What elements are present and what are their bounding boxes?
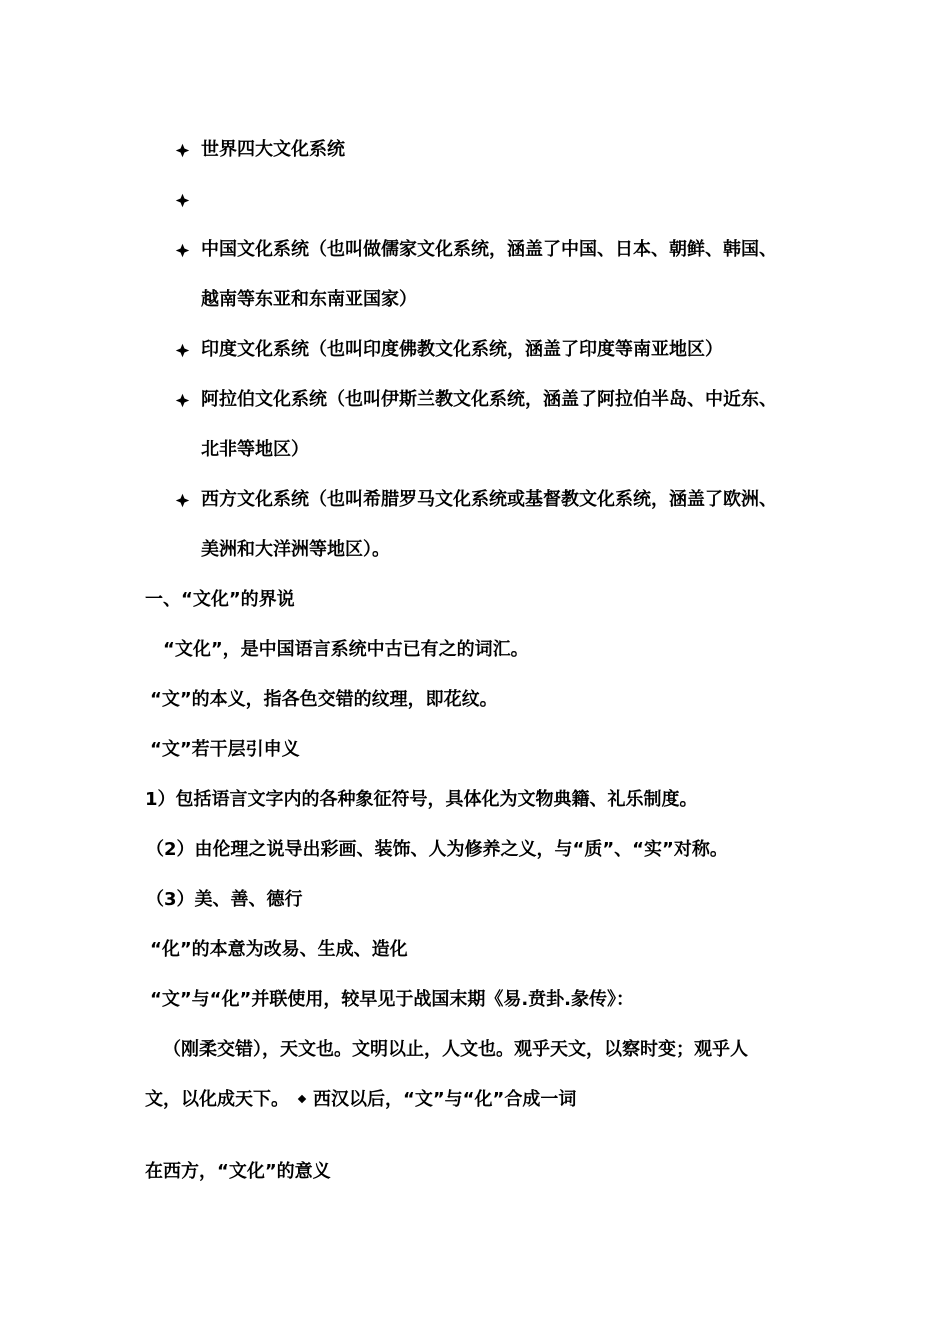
paragraph: “文”与“化”并联使用，较早见于战国末期《易.贲卦.彖传》： [150, 989, 634, 1010]
bullet-item-text: 西方文化系统（也叫希腊罗马文化系统或基督教文化系统，涵盖了欧洲、 [201, 489, 777, 510]
four-petal-diamond-icon [175, 143, 190, 158]
small-diamond-icon [298, 1094, 306, 1102]
paragraph: （3）美、善、德行 [146, 889, 303, 910]
paragraph: “化”的本意为改易、生成、造化 [150, 939, 408, 960]
four-petal-diamond-icon [175, 193, 190, 208]
section-heading: 一、“文化”的界说 [145, 589, 295, 610]
four-petal-diamond-icon [175, 393, 190, 408]
paragraph: 1）包括语言文字内的各种象征符号，具体化为文物典籍、礼乐制度。 [145, 789, 698, 810]
bullet-item-text: 阿拉伯文化系统（也叫伊斯兰教文化系统，涵盖了阿拉伯半岛、中近东、 [201, 389, 777, 410]
bullet-item-text-continued: 越南等东亚和东南亚国家） [201, 289, 417, 310]
quotation-end-text: 文，以化成天下。 [145, 1089, 289, 1110]
bullet-icon [172, 388, 192, 412]
bullet-icon [172, 138, 192, 162]
paragraph: “文”的本义，指各色交错的纹理，即花纹。 [150, 689, 498, 710]
quotation-line: （刚柔交错），天文也。文明以止，人文也。观乎天文，以察时变；观乎人 [163, 1039, 748, 1060]
paragraph: “文化”，是中国语言系统中古已有之的词汇。 [163, 639, 529, 660]
four-petal-diamond-icon [175, 493, 190, 508]
bullet-icon [172, 488, 192, 512]
bullet-item-text: 世界四大文化系统 [201, 139, 345, 160]
bullet-icon [172, 338, 192, 362]
four-petal-diamond-icon [175, 243, 190, 258]
quotation-line-continued [145, 1088, 576, 1112]
paragraph: “文”若干层引申义 [150, 739, 300, 760]
bullet-item-text: 中国文化系统（也叫做儒家文化系统，涵盖了中国、日本、朝鲜、韩国、 [201, 239, 777, 260]
paragraph: （2）由伦理之说导出彩画、装饰、人为修养之义，与“质”、“实”对称。 [146, 839, 728, 860]
paragraph-inline: 西汉以后，“文”与“化”合成一词 [313, 1089, 577, 1110]
four-petal-diamond-icon [175, 343, 190, 358]
bullet-item-text-continued: 美洲和大洋洲等地区）。 [201, 539, 390, 560]
bullet-item-text-continued: 北非等地区） [201, 439, 309, 460]
bullet-icon [172, 238, 192, 262]
bullet-item-text: 印度文化系统（也叫印度佛教文化系统，涵盖了印度等南亚地区） [201, 339, 723, 360]
paragraph: 在西方，“文化”的意义 [145, 1161, 331, 1182]
bullet-icon [172, 188, 192, 212]
